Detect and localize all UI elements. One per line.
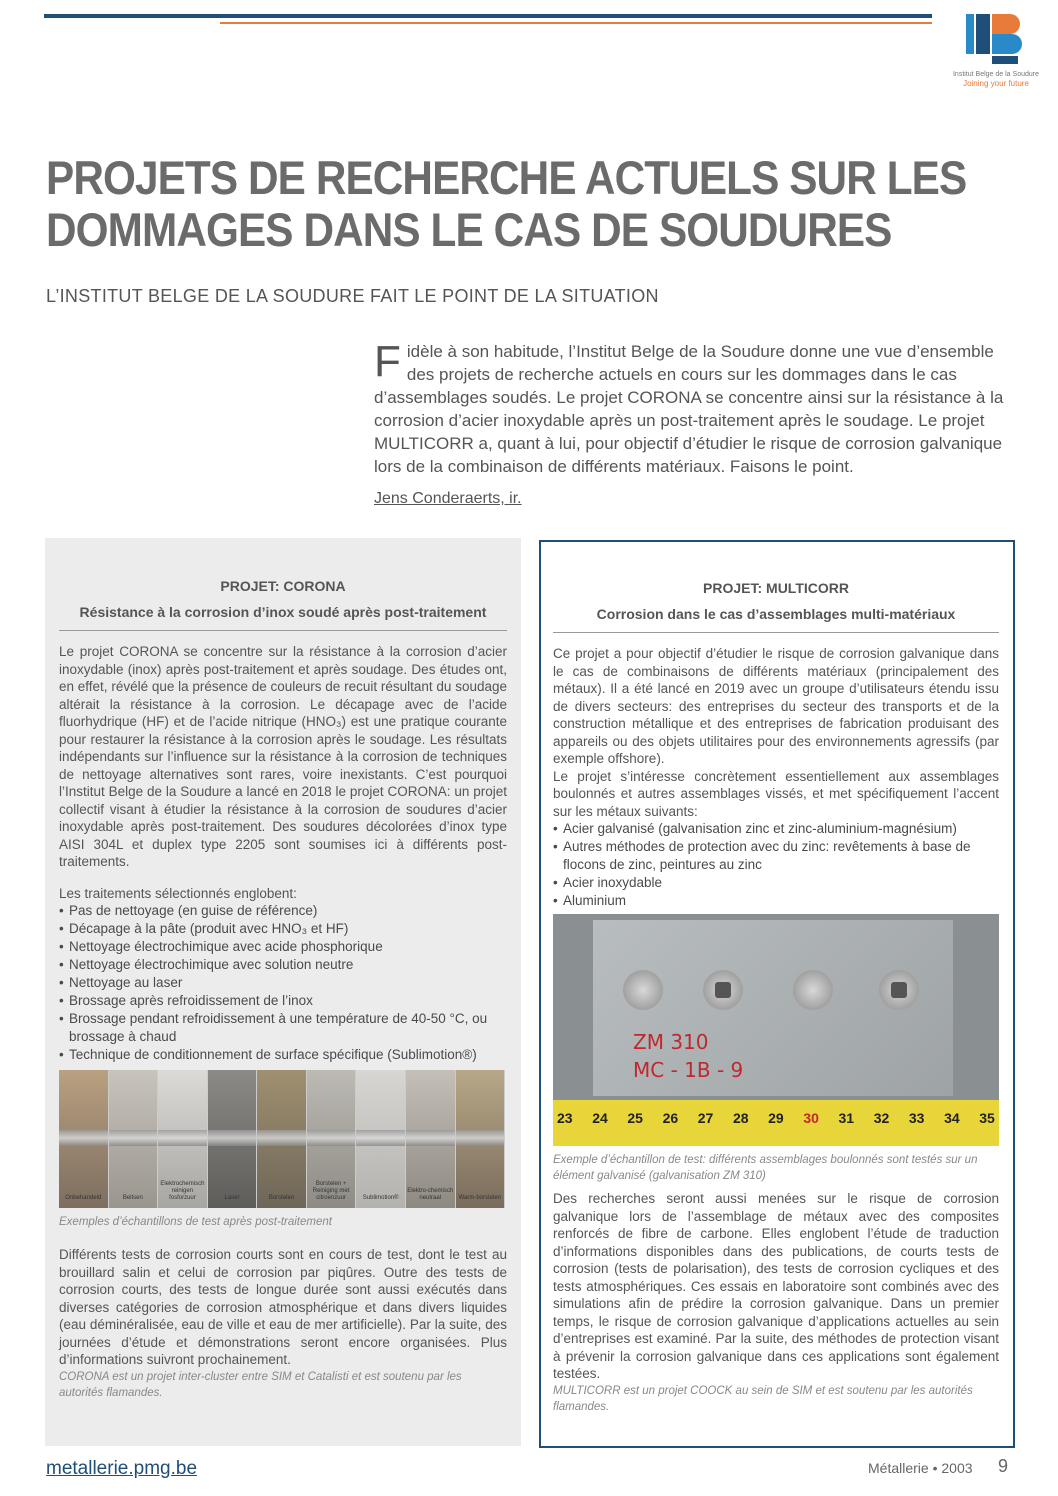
headline-line-1: PROJETS DE RECHERCHE ACTUELS SUR LES (46, 151, 967, 204)
list-item: • Technique de conditionnement de surface spécifique (Sublimotion®) (59, 1046, 507, 1064)
sample-strip: Laser (208, 1070, 258, 1208)
list-item: • Autres méthodes de protection avec du zinc: revêtements à base de flocons de zinc, peintures au zinc (553, 838, 999, 874)
bolt-icon (703, 970, 743, 1010)
footer-issue: Métallerie • 2003 (868, 1460, 973, 1476)
measuring-tape (553, 1100, 999, 1146)
sample-strip: Warm-borstelen (456, 1070, 506, 1208)
sample-strip: Borstelen + Reiniging met citroenzuur (307, 1070, 357, 1208)
article-subheadline: L’INSTITUT BELGE DE LA SOUDURE FAIT LE POINT DE LA SITUATION (46, 286, 659, 306)
ruler-numbers: 23 24 25 26 27 28 29 30 31 32 33 34 35 (557, 1110, 995, 1126)
multicorr-content (553, 580, 999, 1415)
list-item: • Nettoyage au laser (59, 974, 507, 992)
corona-samples-photo (59, 1070, 505, 1208)
galvanized-plate (593, 920, 953, 1096)
list-item: • Acier inoxydable (553, 874, 999, 892)
sample-strip: Sublimotion® (356, 1070, 406, 1208)
multicorr-paragraph-3: Des recherches seront aussi menées sur le risque de corrosion galvanique lors de l’assemblage de métaux avec des composites renforcés de fibre de carbone. Elles englobent l’étude de traduction d’informations disponibles dans des publications, de courts tests de corrosion (tests de polarisation), des tests de corrosion cycliques et des tests atmosphériques. Ces essais en laboratoire sont combinés avec des simulations afin de prédire la corrosion galvanique. Dans un premier temps, le risque de corrosion galvanique d’applications actuelles au sein d’entreprises est examiné. Par la suite, des méthodes de protection visant à prévenir la corrosion galvanique dans ces applications sont également testées. (553, 1191, 999, 1381)
intro-text: idèle à son habitude, l’Institut Belge de la Soudure donne une vue d’ensemble des projets de recherche actuels en cours sur les dommages dans le cas d’assemblages soudés. Le projet CORONA se concentre ainsi sur la résistance à la corrosion d’acier inoxydable après un post-traitement après le soudage. Le projet MULTICORR a, quant à lui, pour objectif d’étudier le risque de corrosion galvanique lors de la combinaison de différents matériaux. Faisons le point. (374, 342, 1004, 476)
headline-line-2: DOMMAGES DANS LE CAS DE SOUDURES (46, 203, 892, 256)
corona-treatments-list (59, 902, 507, 1064)
article-headline (46, 152, 973, 256)
page-number: 9 (998, 1456, 1009, 1476)
corona-content (59, 578, 507, 1401)
list-item: • Brossage après refroidissement de l’inox (59, 992, 507, 1010)
dropcap: F (374, 337, 401, 386)
sample-strip: Onbehandeld (59, 1070, 109, 1208)
corona-list-intro: Les traitements sélectionnés englobent: (59, 885, 297, 901)
sample-strip: Elektro-chemisch neutraal (406, 1070, 456, 1208)
multicorr-funding-note: MULTICORR est un projet COOCK au sein de SIM et est soutenu par les autorités flamandes. (553, 1384, 973, 1413)
bolt-icon (793, 970, 833, 1010)
corona-subtitle: Résistance à la corrosion d’inox soudé après post-traitement (79, 604, 487, 620)
corona-title: PROJET: CORONA (220, 578, 346, 594)
corona-box (45, 538, 521, 1446)
top-rule-orange (220, 22, 932, 24)
multicorr-subtitle: Corrosion dans le cas d’assemblages multi-matériaux (596, 606, 956, 622)
corona-funding-note: CORONA est un projet inter-cluster entre SIM et Catalisti et est soutenu par les autorités flamandes. (59, 1370, 462, 1399)
sample-marking-1: ZM 310 (633, 1030, 709, 1054)
logo-tagline: Joining your future (963, 79, 1029, 88)
corona-paragraph-1: Le projet CORONA se concentre sur la résistance à la corrosion d’acier inoxydable (inox) après post-traitement et après soudage. Des études ont, en effet, révélé que la présence de couleurs de recuit résultant du soudage altérait la résistance à la corrosion. Le décapage avec de l’acide fluorhydrique (HF) et de l’acide nitrique (HNO₃) est une pratique courante pour restaurer la résistance à la corrosion après le soudage. Les résultats indépendants sur l’influence sur la résistance à la corrosion de techniques de nettoyage alternatives sont rares, voire inexistants. C’est pourquoi l’Institut Belge de la Soudure a lancé en 2018 le projet CORONA: un projet collectif visant à étudier la résistance à la corrosion de soudures d’acier inoxydable après post-traitement. Des soudures décolorées d’inox type AISI 304L et duplex type 2205 sont soumises ici à différents post-traitements. (59, 644, 507, 869)
multicorr-divider (553, 632, 999, 633)
multicorr-paragraph-2: Le projet s’intéresse concrètement essentiellement aux assemblages boulonnés et autres assemblages vissés, et met spécifiquement l’accent sur les métaux suivants: (553, 768, 999, 819)
list-item: • Brossage pendant refroidissement à une température de 40-50 °C, ou brossage à chaud (59, 1010, 507, 1046)
list-item: • Aluminium (553, 892, 999, 910)
footer-website-link[interactable]: metallerie.pmg.be (46, 1458, 198, 1479)
bolt-icon (623, 970, 663, 1010)
bolt-icon (879, 970, 919, 1010)
multicorr-sample-photo (553, 914, 999, 1146)
multicorr-photo-caption: Exemple d’échantillon de test: différents assemblages boulonnés sont testés sur un élément galvanisé (galvanisation ZM 310) (553, 1154, 978, 1182)
top-rule-blue (44, 14, 932, 18)
ibs-logo (962, 12, 1022, 68)
sample-strip: Beitsen (109, 1070, 159, 1208)
multicorr-metals-list (553, 820, 999, 910)
intro-paragraph (374, 337, 1010, 478)
corona-divider (59, 630, 507, 631)
corona-paragraph-2: Différents tests de corrosion courts sont en cours de test, dont le test au brouillard salin et celui de corrosion par piqûres. Outre des tests de corrosion courts, des tests de longue durée sont aussi exécutés dans diverses catégories de corrosion atmosphérique et dans divers liquides (eau déminéralisée, eau de ville et eau de mer artificielle). Par la suite, des journées d’étude et démonstrations seront encore organisées. Plus d’informations suivront prochainement. (59, 1247, 507, 1367)
multicorr-title: PROJET: MULTICORR (703, 580, 849, 596)
sample-marking-2: MC - 1B - 9 (633, 1058, 744, 1082)
list-item: • Pas de nettoyage (en guise de référence) (59, 902, 507, 920)
list-item: • Nettoyage électrochimique avec acide phosphorique (59, 938, 507, 956)
multicorr-paragraph-1: Ce projet a pour objectif d’étudier le risque de corrosion galvanique dans le cas de combinaisons de différents matériaux (principalement des métaux). Il a été lancé en 2019 avec un groupe d’utilisateurs étendu issu de divers secteurs: des entreprises du secteur des transports et de la construction métallique et des entreprises de fabrication produisant des appareils ou des objets utilitaires pour des environnements agressifs (par exemple offshore). (553, 646, 999, 766)
sample-strip: Elektrochemisch reinigen fosforzuur (158, 1070, 208, 1208)
list-item: • Décapage à la pâte (produit avec HNO₃ et HF) (59, 920, 507, 938)
list-item: • Acier galvanisé (galvanisation zinc et zinc-aluminium-magnésium) (553, 820, 999, 838)
corona-photo-caption: Exemples d’échantillons de test après post-traitement (59, 1216, 332, 1228)
logo-subtitle: Institut Belge de la Soudure (952, 71, 1039, 78)
sample-strip: Borstelen (257, 1070, 307, 1208)
list-item: • Nettoyage électrochimique avec solution neutre (59, 956, 507, 974)
author-byline: Jens Conderaerts, ir. (374, 490, 522, 507)
multicorr-box (539, 540, 1015, 1448)
